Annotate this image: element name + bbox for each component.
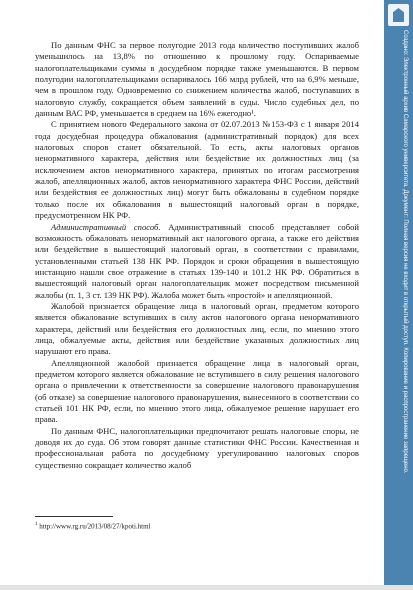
body-text (35, 40, 359, 471)
footnote (35, 520, 355, 531)
paragraph-5: Апелляционной жалобой признается обращение лица в налоговый орган, предметом которого является обжалование не вступившего в силу решения налогового органа о привлечении к ответственности за совершение налогового правонарушения (об отказе) за совершение налогового правонарушения, вынесенного в соответствии со статьей 101 НК РФ, если, по мнению этого лица, обжалуемое решение нарушает его права. (35, 357, 359, 425)
paragraph-2: С принятием нового Федерального закона от 02.07.2013 №153-ФЗ с 1 января 2014 года досудебная процедура обжалования (административный порядок) для всех налоговых споров станет обязательной. То есть, акты налоговых органов ненормативного характера, действия или бездействие их должностных лиц (за исключением актов ненормативного характера, принятых по итогам рассмотрения жалоб, апелляционных жалоб, актов ненормативного характера ФНС России, действий или бездействия ее должностных лиц) могут быть обжалованы в судебном порядке только после их обжалования в вышестоящий налоговый орган в порядке, предусмотренном НК РФ. (35, 119, 359, 221)
paragraph-4: Жалобой признается обращение лица в налоговый орган, предметом которого является обжалование вступивших в силу актов налогового органа ненормативного характера, действий или бездействия его должностных лиц, если, по мнению этого лица, обжалуемые акты, действия или бездействие указанных должностных лиц нарушают его права. (35, 300, 359, 357)
footnote-divider (35, 516, 113, 517)
footnote-link[interactable]: http://www.rg.ru/2013/08/27/kpoti.html (39, 522, 151, 531)
paragraph-3 (35, 222, 359, 301)
footnote-mark: 1 (35, 522, 38, 527)
italic-lead: Административный способ. (51, 221, 161, 232)
paragraph-3-rest: Административный способ представляет собой возможность обжаловать ненормативный акт налогового органа, а также его действия или бездействие в вышестоящий налоговый орган, в соответствии с правилами, установленными статьей 138 НК РФ. Порядок и сроки обращения в вышестоящую инстанцию нашли свое отражение в статьях 139-140 и 101.2 НК РФ. Обратиться в вышестоящий налоговый орган налогоплательщик может посредством письменной жалобы (п. 1, 3 ст. 139 НК РФ). Жалоба может быть «простой» и апелляционной. (35, 221, 359, 300)
side-banner (384, 0, 413, 585)
banner-caption: Создано: Электронный архив Самарского университета. Документ: Полная версия не входит в открытый доступ. Копирование и распространение запрещено. (402, 30, 408, 474)
paragraph-6: По данным ФНС, налогоплательщики предпочитают решать налоговые споры, не доводя их до суда. Об этом говорят данные статистики ФНС России. Качественная и профессиональная работа по досудебному урегулированию налоговых споров существенно сокращает количество жалоб (35, 425, 359, 470)
paragraph-1: По данным ФНС за первое полугодие 2013 года количество поступивших жалоб уменьшилось на 13,8% по отношению к прошлому году. Оспариваемые налогоплательщиками суммы в досудебном порядке также уменьшаются. В первом полугодии налогоплательщиками оспаривалось 166 млрд рублей, что на 6,9% меньше, чем в прошлом году. Одновременно со снижением количества жалоб, поступавших в налоговую службу, сокращается объем заявлений в суды. Число судебных дел, по данным ВАС РФ, уменьшается в среднем на 16% ежегодно¹. (35, 40, 359, 119)
archive-logo-icon (388, 4, 409, 26)
